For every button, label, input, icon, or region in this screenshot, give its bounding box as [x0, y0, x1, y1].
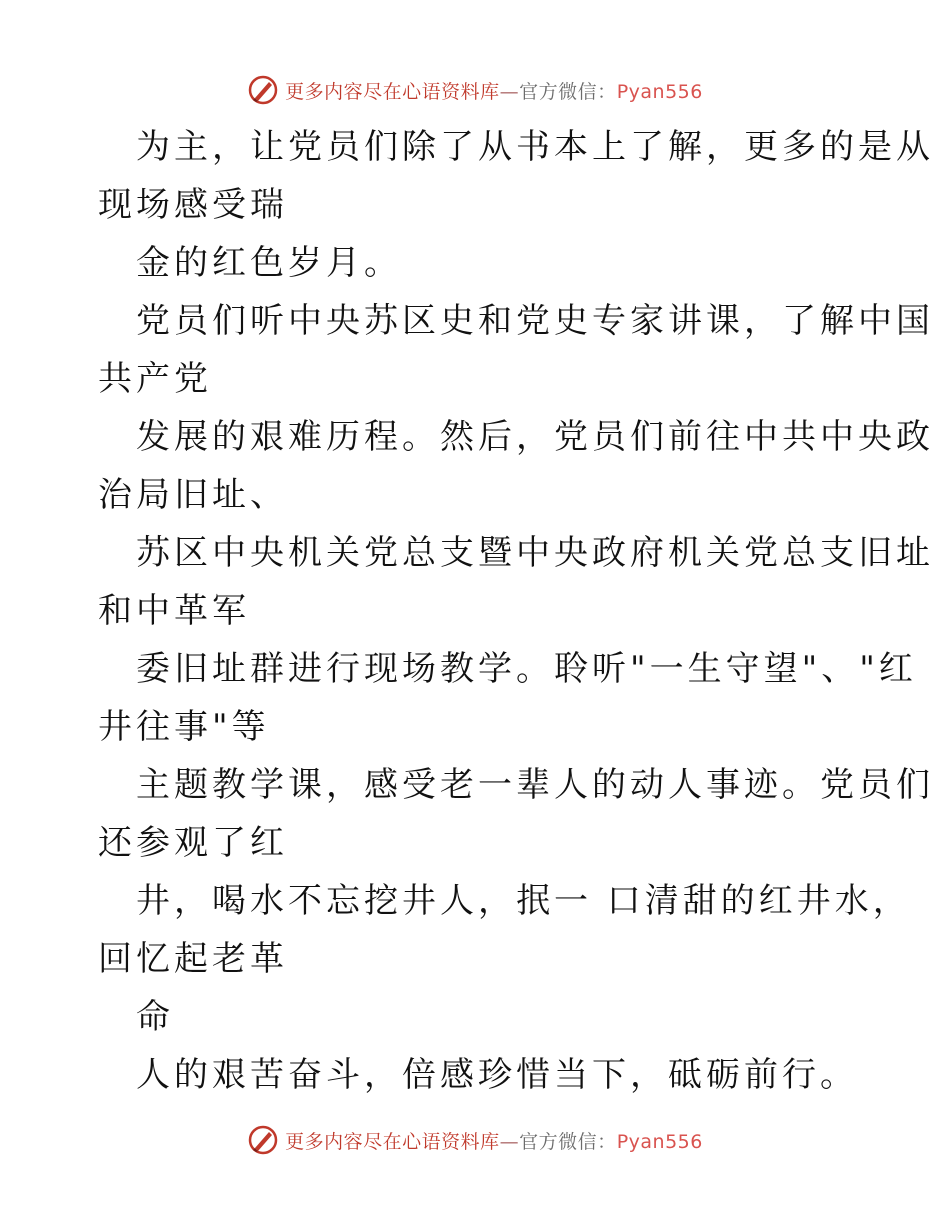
- body-line: 主题教学课，感受老一辈人的动人事迹。党员们: [136, 765, 934, 805]
- watermark-separator: —: [499, 80, 520, 103]
- body-line: 苏区中央机关党总支暨中央政府机关党总支旧址: [136, 533, 934, 573]
- body-line: 发展的艰难历程。然后，党员们前往中共中央政: [136, 417, 934, 457]
- footer-watermark: [0, 1120, 950, 1160]
- body-line: 命: [136, 997, 174, 1037]
- header-watermark: [0, 70, 950, 110]
- body-line: 现场感受瑞: [98, 185, 288, 225]
- body-line: 党员们听中央苏区史和党史专家讲课，了解中国: [136, 301, 934, 341]
- pen-quill-logo-icon: [247, 74, 279, 106]
- body-line: 为主，让党员们除了从书本上了解，更多的是从: [136, 127, 934, 167]
- pen-quill-logo-icon: [247, 1124, 279, 1156]
- body-line: 还参观了红: [98, 823, 288, 863]
- body-line: 共产党: [98, 359, 212, 399]
- watermark-official-label: 官方微信：: [519, 1130, 617, 1153]
- watermark-separator: —: [499, 1130, 520, 1153]
- body-line: 金的红色岁月。: [136, 243, 402, 283]
- body-line: 治局旧址、: [98, 475, 288, 515]
- body-line: 井往事"等: [98, 707, 270, 747]
- body-line: 回忆起老革: [98, 939, 288, 979]
- watermark-text: [285, 77, 703, 104]
- watermark-wechat-id: Pyan556: [616, 80, 703, 103]
- body-line: 人的艰苦奋斗，倍感珍惜当下，砥砺前行。: [136, 1055, 858, 1095]
- body-line: 委旧址群进行现场教学。聆听"一生守望"、"红: [136, 649, 917, 689]
- body-line: 和中革军: [98, 591, 250, 631]
- watermark-main-text: 更多内容尽在心语资料库: [285, 80, 500, 103]
- body-line: 井，喝水不忘挖井人，抿一 口清甜的红井水，: [136, 881, 911, 921]
- watermark-main-text: 更多内容尽在心语资料库: [285, 1130, 500, 1153]
- watermark-text: [285, 1127, 703, 1154]
- watermark-official-label: 官方微信：: [519, 80, 617, 103]
- watermark-wechat-id: Pyan556: [616, 1130, 703, 1153]
- document-body: [98, 118, 934, 1104]
